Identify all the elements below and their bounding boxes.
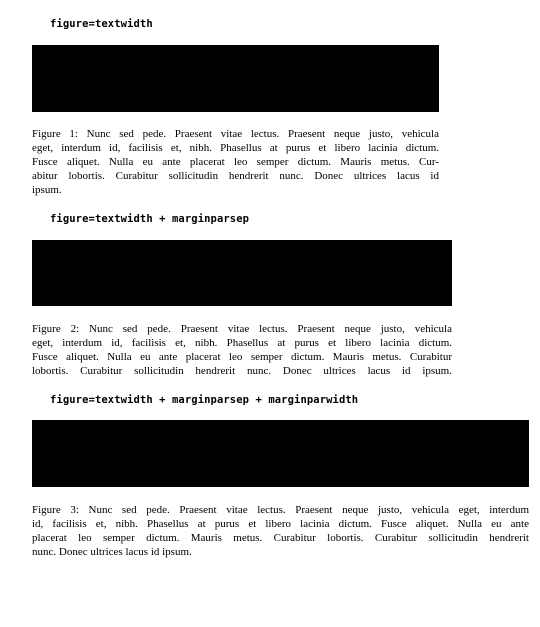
caption-line: ipsum. (32, 184, 62, 196)
figure-1-label: figure=textwidth (50, 18, 153, 30)
caption-line: eget, interdum id, facilisis et, nibh. Phasellus at purus et libero lacinia dictum. (32, 337, 452, 349)
figure-3-label: figure=textwidth + marginparsep + marginparwidth (50, 394, 359, 406)
figure-2-caption (32, 322, 452, 378)
figure-1-image (32, 45, 439, 112)
figure-1-caption (32, 127, 439, 197)
caption-line: Figure 1: Nunc sed pede. Praesent vitae lectus. Praesent neque justo, vehicula (32, 128, 439, 140)
caption-line: nunc. Donec ultrices lacus id ipsum. (32, 546, 192, 558)
figure-3-caption (32, 503, 529, 559)
caption-line: eget, interdum id, facilisis et, nibh. Phasellus at purus et libero lacinia dictum. (32, 142, 439, 154)
caption-line: Fusce aliquet. Nulla eu ante placerat leo semper dictum. Mauris metus. Curabitur (32, 351, 452, 363)
figure-3-image (32, 420, 529, 487)
caption-line: Figure 3: Nunc sed pede. Praesent vitae lectus. Praesent neque justo, vehicula eget, interdum (32, 504, 529, 516)
figure-2-image (32, 240, 452, 306)
caption-line: id, facilisis et, nibh. Phasellus at purus et libero lacinia dictum. Fusce aliquet. Nulla eu ante (32, 518, 529, 530)
figure-2-label: figure=textwidth + marginparsep (50, 213, 250, 225)
caption-line: Figure 2: Nunc sed pede. Praesent vitae lectus. Praesent neque justo, vehicula (32, 323, 452, 335)
caption-line: placerat leo semper dictum. Mauris metus. Curabitur lobortis. Curabitur sollicitudin hendrerit (32, 532, 529, 544)
caption-line: lobortis. Curabitur sollicitudin hendrerit nunc. Donec ultrices lacus id ipsum. (32, 365, 452, 377)
caption-line: abitur lobortis. Curabitur sollicitudin hendrerit nunc. Donec ultrices lacus id (32, 170, 439, 182)
caption-line: Fusce aliquet. Nulla eu ante placerat leo semper dictum. Mauris metus. Cur- (32, 156, 439, 168)
